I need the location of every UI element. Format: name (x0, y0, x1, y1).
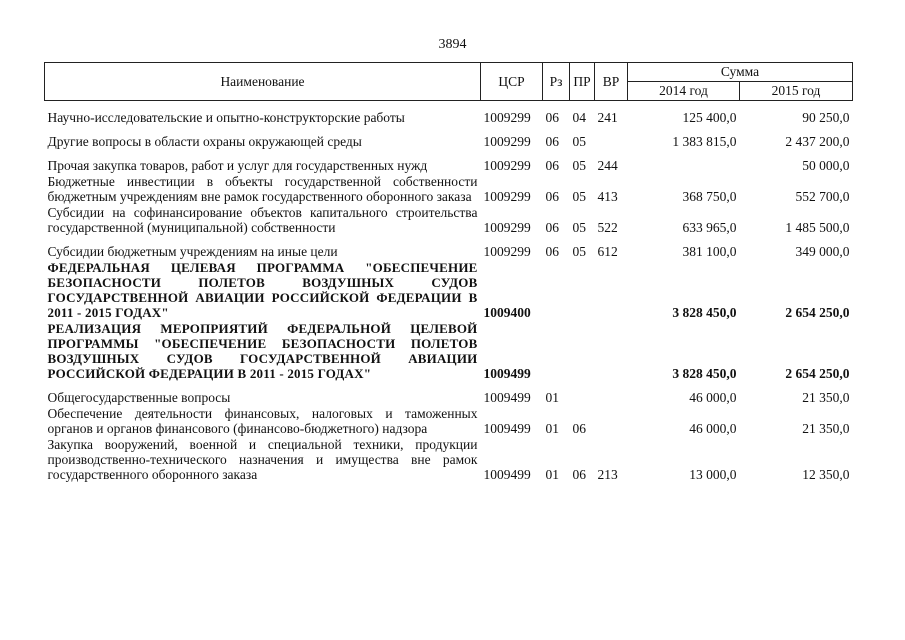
row-sum-2014: 368 750,0 (682, 189, 737, 204)
row-pr: 06 (572, 467, 586, 482)
row-vr: 522 (597, 220, 618, 235)
row-rz (543, 320, 570, 381)
table-row (45, 149, 853, 173)
row-pr: 04 (572, 110, 586, 125)
row-vr: 413 (597, 189, 618, 204)
row-csr: 1009499 (483, 421, 531, 436)
row-sum-2015: 21 350,0 (802, 421, 850, 436)
row-csr: 1009299 (483, 189, 531, 204)
row-pr: 05 (572, 158, 586, 173)
row-vr: 244 (597, 158, 618, 173)
row-rz: 06 (545, 220, 559, 235)
row-sum-2014: 46 000,0 (689, 390, 737, 405)
row-sum-2014: 3 828 450,0 (672, 305, 737, 320)
header-rz: Рз (543, 63, 570, 101)
header-sum: Сумма (628, 63, 853, 82)
row-csr: 1009499 (483, 467, 531, 482)
row-pr: 05 (572, 189, 586, 204)
row-rz: 06 (545, 110, 559, 125)
row-rz: 06 (545, 134, 559, 149)
table-row (45, 381, 853, 405)
row-csr: 1009400 (483, 305, 531, 320)
table-row (45, 436, 853, 482)
row-sum-2014: 13 000,0 (689, 467, 737, 482)
header-pr: ПР (570, 63, 595, 101)
table-row (45, 259, 853, 320)
row-name: Другие вопросы в области охраны окружающей среды (47, 134, 362, 149)
table-row (45, 405, 853, 436)
row-sum-2014 (628, 149, 740, 173)
row-name: Обеспечение деятельности финансовых, налоговых и таможенных органов и органов финансового (финансово-бюджетного) надзора (47, 406, 478, 436)
table-row (45, 173, 853, 204)
row-sum-2015: 12 350,0 (802, 467, 850, 482)
row-csr: 1009299 (483, 110, 531, 125)
row-vr (595, 125, 628, 149)
row-sum-2014: 3 828 450,0 (672, 366, 737, 381)
row-sum-2014: 381 100,0 (682, 244, 737, 259)
row-name: Научно-исследовательские и опытно-конструкторские работы (47, 110, 405, 125)
row-pr (570, 320, 595, 381)
header-name: Наименование (45, 63, 481, 101)
row-name: Общегосударственные вопросы (47, 390, 231, 405)
row-sum-2014: 633 965,0 (682, 220, 737, 235)
row-sum-2015: 21 350,0 (802, 390, 850, 405)
table-row (45, 320, 853, 381)
row-sum-2015: 50 000,0 (802, 158, 850, 173)
row-pr (570, 381, 595, 405)
row-vr (595, 259, 628, 320)
row-rz: 06 (545, 244, 559, 259)
header-year-2014: 2014 год (628, 82, 740, 101)
row-rz (543, 259, 570, 320)
row-sum-2014: 46 000,0 (689, 421, 737, 436)
row-name: Прочая закупка товаров, работ и услуг для государственных нужд (47, 158, 428, 173)
row-sum-2015: 2 437 200,0 (785, 134, 850, 149)
row-rz: 01 (545, 390, 559, 405)
row-csr: 1009499 (483, 390, 531, 405)
table-header (45, 63, 853, 101)
row-vr (595, 320, 628, 381)
row-name: РЕАЛИЗАЦИЯ МЕРОПРИЯТИЙ ФЕДЕРАЛЬНОЙ ЦЕЛЕВОЙ ПРОГРАММЫ "ОБЕСПЕЧЕНИЕ БЕЗОПАСНОСТИ ПОЛЕТОВ ВОЗДУШНЫХ СУДОВ ГОСУДАРСТВЕННОЙ АВИАЦИИ РОССИЙСКОЙ ФЕДЕРАЦИИ В 2011 - 2015 ГОДАХ" (47, 321, 478, 381)
row-csr: 1009299 (483, 134, 531, 149)
row-sum-2015: 2 654 250,0 (785, 366, 850, 381)
table-row (45, 204, 853, 235)
row-vr (595, 405, 628, 436)
row-csr: 1009299 (483, 244, 531, 259)
row-vr: 612 (597, 244, 618, 259)
header-vr: ВР (595, 63, 628, 101)
row-name: Субсидии на софинансирование объектов капитального строительства государственной (муниципальной) собственности (47, 205, 478, 235)
header-csr: ЦСР (481, 63, 543, 101)
table-row (45, 125, 853, 149)
row-pr: 05 (572, 220, 586, 235)
row-pr (570, 259, 595, 320)
row-name: Субсидии бюджетным учреждениям на иные цели (47, 244, 338, 259)
row-sum-2014: 125 400,0 (682, 110, 737, 125)
row-csr: 1009299 (483, 220, 531, 235)
row-rz: 06 (545, 158, 559, 173)
table-row (45, 101, 853, 126)
row-csr: 1009299 (483, 158, 531, 173)
row-name: ФЕДЕРАЛЬНАЯ ЦЕЛЕВАЯ ПРОГРАММА "ОБЕСПЕЧЕНИЕ БЕЗОПАСНОСТИ ПОЛЕТОВ ВОЗДУШНЫХ СУДОВ ГОСУДАРСТВЕННОЙ АВИАЦИИ РОССИЙСКОЙ ФЕДЕРАЦИИ В 2011 - 2015 ГОДАХ" (47, 260, 478, 320)
table-body (45, 101, 853, 483)
row-vr: 241 (597, 110, 618, 125)
page-number: 3894 (438, 37, 467, 52)
row-pr: 05 (572, 134, 586, 149)
table-row (45, 235, 853, 259)
row-name: Бюджетные инвестиции в объекты государственной собственности бюджетным учреждениям вне рамок государственного оборонного заказа (47, 174, 478, 204)
header-year-2015: 2015 год (740, 82, 853, 101)
row-rz: 06 (545, 189, 559, 204)
row-csr: 1009499 (483, 366, 531, 381)
row-rz: 01 (545, 467, 559, 482)
row-sum-2015: 2 654 250,0 (785, 305, 850, 320)
row-vr: 213 (597, 467, 618, 482)
row-sum-2015: 349 000,0 (795, 244, 850, 259)
budget-table (44, 62, 853, 482)
row-pr: 05 (572, 244, 586, 259)
row-sum-2015: 552 700,0 (795, 189, 850, 204)
row-sum-2015: 1 485 500,0 (785, 220, 850, 235)
row-sum-2015: 90 250,0 (802, 110, 850, 125)
row-pr: 06 (572, 421, 586, 436)
row-rz: 01 (545, 421, 559, 436)
row-name: Закупка вооружений, военной и специальной техники, продукции производственно-технического назначения и имущества вне рамок государственного оборонного заказа (47, 437, 478, 482)
row-vr (595, 381, 628, 405)
row-sum-2014: 1 383 815,0 (672, 134, 737, 149)
